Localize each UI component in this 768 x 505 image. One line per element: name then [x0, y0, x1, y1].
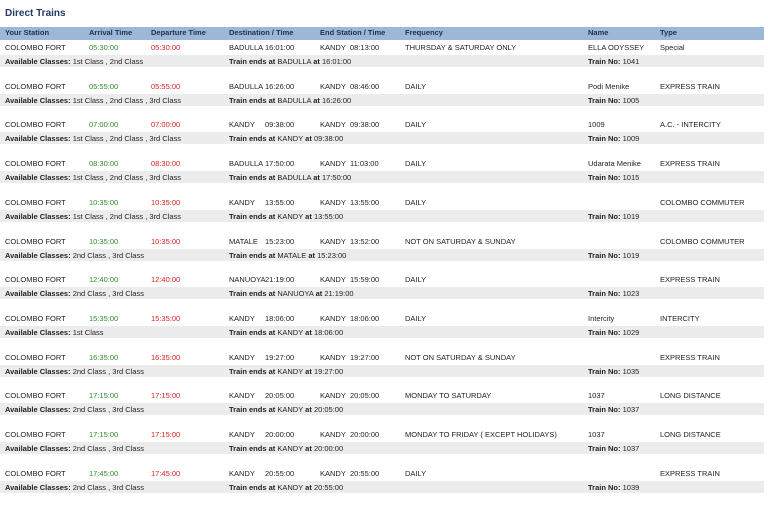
destination-cell: NANUOYA [229, 275, 266, 285]
train-type: LONG DISTANCE [660, 430, 721, 439]
train-row [0, 273, 764, 299]
train-number [588, 483, 639, 492]
train-row [0, 157, 764, 183]
destination-cell: KANDY [229, 391, 255, 401]
end-station-cell: KANDY [320, 430, 346, 439]
train-detail-line [0, 94, 764, 106]
header-end-station: End Station / Time [320, 28, 386, 37]
train-number [588, 328, 639, 337]
train-main-line [0, 428, 764, 440]
train-no-label: Train No: [588, 57, 621, 66]
destination-cell: BADULLA [229, 43, 264, 52]
train-ends-label: Train ends at [229, 482, 276, 492]
train-type: EXPRESS TRAIN [660, 275, 720, 285]
available-classes-label: Available Classes: [5, 482, 71, 492]
train-detail-line [0, 132, 764, 144]
train-ends-at-label: at [313, 95, 320, 105]
train-ends-time: 20:05:00 [313, 405, 344, 415]
arrival-time: 07:00:00 [89, 120, 119, 130]
train-ends-station: KANDY [277, 211, 304, 221]
classes-value: 2nd Class , 3rd Class [72, 250, 144, 260]
classes-value: 1st Class , 2nd Class , 3rd Class [72, 95, 182, 105]
train-ends-at-label: at [305, 482, 312, 492]
arrival-time: 17:15:00 [89, 391, 119, 401]
train-main-line [0, 157, 764, 169]
frequency-cell: NOT ON SATURDAY & SUNDAY [405, 236, 516, 246]
destination-time: 13:55:00 [265, 197, 295, 207]
train-name: 1009 [588, 120, 605, 130]
train-name: Podi Menike [588, 81, 630, 91]
available-classes-label: Available Classes: [5, 211, 71, 221]
arrival-time: 16:35:00 [89, 352, 119, 362]
available-classes [5, 57, 143, 66]
arrival-time: 05:30:00 [89, 43, 119, 52]
train-ends-time: 16:26:00 [322, 95, 352, 105]
train-name: 1037 [588, 430, 605, 439]
train-no-label: Train No: [588, 327, 621, 337]
departure-time: 10:35:00 [151, 197, 181, 207]
end-station-cell: KANDY [320, 43, 346, 52]
station-cell: COLOMBO FORT [5, 391, 66, 401]
destination-time: 19:27:00 [265, 352, 295, 362]
destination-cell: KANDY [229, 468, 255, 478]
station-cell: COLOMBO FORT [5, 43, 66, 52]
header-name: Name [588, 28, 609, 37]
destination-cell: KANDY [229, 430, 255, 439]
departure-time: 17:15:00 [151, 430, 181, 439]
train-row [0, 196, 764, 222]
departure-time: 05:30:00 [151, 43, 181, 52]
arrival-time: 10:35:00 [89, 197, 119, 207]
train-ends [229, 367, 343, 376]
train-number [588, 57, 639, 66]
train-ends-time: 13:55:00 [313, 211, 344, 221]
train-ends-at-label: at [313, 57, 320, 66]
train-detail-line [0, 481, 764, 493]
header-frequency: Frequency [405, 28, 443, 37]
available-classes-label: Available Classes: [5, 327, 71, 337]
frequency-cell: DAILY [405, 313, 427, 323]
train-no-value: 1039 [622, 482, 640, 492]
classes-value: 2nd Class , 3rd Class [72, 444, 144, 453]
train-ends [229, 444, 343, 453]
classes-value: 2nd Class , 3rd Class [72, 289, 144, 299]
train-no-label: Train No: [588, 134, 621, 144]
header-destination: Destination / Time [229, 28, 294, 37]
departure-time: 05:55:00 [151, 81, 181, 91]
end-station-time: 13:55:00 [350, 197, 380, 207]
train-no-label: Train No: [588, 250, 621, 260]
train-ends-at-label: at [315, 289, 323, 299]
end-station-time: 18:06:00 [350, 313, 380, 323]
train-row [0, 467, 764, 493]
classes-value: 1st Class , 2nd Class , 3rd Class [72, 134, 182, 144]
train-type: INTERCITY [660, 313, 700, 323]
station-cell: COLOMBO FORT [5, 352, 66, 362]
train-no-value: 1005 [622, 95, 640, 105]
train-row [0, 389, 764, 415]
end-station-time: 20:00:00 [350, 430, 380, 439]
train-ends-time: 20:55:00 [313, 482, 344, 492]
destination-cell: BADULLA [229, 81, 264, 91]
train-ends-at-label: at [313, 173, 320, 183]
frequency-cell: DAILY [405, 275, 427, 285]
end-station-cell: KANDY [320, 352, 346, 362]
train-number [588, 289, 639, 298]
train-ends-label: Train ends at [229, 57, 276, 66]
departure-time: 15:35:00 [151, 313, 181, 323]
train-no-value: 1019 [622, 250, 640, 260]
header-type: Type [660, 28, 677, 37]
available-classes-label: Available Classes: [5, 366, 71, 376]
train-detail-line [0, 210, 764, 222]
available-classes [5, 483, 144, 492]
train-type: Special [660, 43, 685, 52]
train-ends-station: NANUOYA [277, 289, 314, 299]
train-detail-line [0, 249, 764, 261]
train-number [588, 134, 639, 143]
available-classes [5, 328, 104, 337]
departure-time: 07:00:00 [151, 120, 181, 130]
train-detail-line [0, 287, 764, 299]
train-main-line [0, 41, 764, 53]
train-no-value: 1023 [622, 289, 640, 299]
destination-time: 15:23:00 [265, 236, 295, 246]
train-no-label: Train No: [588, 95, 621, 105]
train-main-line [0, 389, 764, 401]
train-ends-station: KANDY [277, 405, 304, 415]
train-ends-time: 16:01:00 [322, 57, 352, 66]
train-main-line [0, 273, 764, 285]
departure-time: 10:35:00 [151, 236, 181, 246]
destination-time: 20:55:00 [265, 468, 295, 478]
train-detail-line [0, 365, 764, 377]
train-no-label: Train No: [588, 289, 621, 299]
train-row [0, 312, 764, 338]
frequency-cell: MONDAY TO FRIDAY ( EXCEPT HOLIDAYS) [405, 430, 557, 439]
departure-time: 12:40:00 [151, 275, 181, 285]
destination-time: 17:50:00 [265, 159, 295, 169]
train-no-label: Train No: [588, 482, 621, 492]
station-cell: COLOMBO FORT [5, 430, 66, 439]
arrival-time: 08:30:00 [89, 159, 119, 169]
frequency-cell: DAILY [405, 468, 427, 478]
classes-value: 1st Class [72, 327, 104, 337]
available-classes [5, 212, 181, 221]
train-ends-station: KANDY [277, 134, 304, 144]
arrival-time: 05:55:00 [89, 81, 119, 91]
page-title: Direct Trains [5, 8, 66, 19]
destination-time: 20:00:00 [265, 430, 295, 439]
destination-time: 16:01:00 [265, 43, 295, 52]
end-station-cell: KANDY [320, 120, 346, 130]
station-cell: COLOMBO FORT [5, 159, 66, 169]
end-station-cell: KANDY [320, 159, 346, 169]
end-station-cell: KANDY [320, 236, 346, 246]
train-ends-label: Train ends at [229, 211, 276, 221]
train-ends-label: Train ends at [229, 173, 276, 183]
train-ends-station: KANDY [277, 444, 304, 453]
train-type: EXPRESS TRAIN [660, 468, 720, 478]
train-no-value: 1029 [622, 327, 640, 337]
departure-time: 17:15:00 [151, 391, 181, 401]
classes-value: 2nd Class , 3rd Class [72, 482, 144, 492]
train-ends-at-label: at [308, 250, 316, 260]
train-main-line [0, 235, 764, 247]
train-ends-label: Train ends at [229, 366, 276, 376]
available-classes [5, 405, 144, 414]
train-main-line [0, 351, 764, 363]
arrival-time: 15:35:00 [89, 313, 119, 323]
train-ends [229, 173, 351, 182]
available-classes-label: Available Classes: [5, 289, 71, 299]
train-number [588, 251, 639, 260]
classes-value: 1st Class , 2nd Class , 3rd Class [72, 211, 182, 221]
train-ends-station: KANDY [277, 327, 304, 337]
available-classes-label: Available Classes: [5, 95, 71, 105]
train-row [0, 80, 764, 106]
classes-value: 2nd Class , 3rd Class [72, 366, 144, 376]
train-ends-station: BADULLA [277, 57, 312, 66]
destination-time: 16:26:00 [265, 81, 295, 91]
available-classes [5, 289, 144, 298]
train-ends-label: Train ends at [229, 405, 276, 415]
train-detail-line [0, 326, 764, 338]
train-ends-label: Train ends at [229, 95, 276, 105]
available-classes-label: Available Classes: [5, 173, 71, 183]
train-main-line [0, 467, 764, 479]
end-station-cell: KANDY [320, 468, 346, 478]
train-no-label: Train No: [588, 211, 621, 221]
train-ends-station: BADULLA [277, 173, 312, 183]
train-detail-line [0, 403, 764, 415]
train-ends-at-label: at [305, 327, 312, 337]
station-cell: COLOMBO FORT [5, 275, 66, 285]
train-detail-line [0, 55, 764, 67]
train-no-label: Train No: [588, 444, 621, 453]
station-cell: COLOMBO FORT [5, 120, 66, 130]
train-ends-time: 21:19:00 [324, 289, 354, 299]
train-ends [229, 251, 346, 260]
train-ends-time: 20:00:00 [313, 444, 344, 453]
end-station-time: 09:38:00 [350, 120, 380, 130]
train-ends-station: BADULLA [277, 95, 312, 105]
train-type: EXPRESS TRAIN [660, 159, 720, 169]
train-number [588, 405, 639, 414]
available-classes-label: Available Classes: [5, 134, 71, 144]
train-ends-label: Train ends at [229, 250, 276, 260]
arrival-time: 12:40:00 [89, 275, 119, 285]
available-classes-label: Available Classes: [5, 444, 71, 453]
station-cell: COLOMBO FORT [5, 81, 66, 91]
train-type: EXPRESS TRAIN [660, 352, 720, 362]
train-type: A.C. - INTERCITY [660, 120, 721, 130]
station-cell: COLOMBO FORT [5, 197, 66, 207]
train-ends [229, 212, 343, 221]
train-type: LONG DISTANCE [660, 391, 721, 401]
end-station-cell: KANDY [320, 391, 346, 401]
train-ends-time: 19:27:00 [313, 366, 344, 376]
departure-time: 08:30:00 [151, 159, 181, 169]
frequency-cell: MONDAY TO SATURDAY [405, 391, 492, 401]
frequency-cell: DAILY [405, 120, 427, 130]
destination-cell: KANDY [229, 120, 255, 130]
available-classes [5, 444, 144, 453]
end-station-cell: KANDY [320, 313, 346, 323]
train-type: COLOMBO COMMUTER [660, 236, 745, 246]
train-no-label: Train No: [588, 173, 621, 183]
train-ends [229, 405, 343, 414]
train-no-label: Train No: [588, 366, 621, 376]
end-station-time: 11:03:00 [350, 159, 379, 169]
destination-cell: KANDY [229, 197, 255, 207]
train-ends [229, 328, 343, 337]
train-ends-time: 17:50:00 [322, 173, 352, 183]
arrival-time: 10:35:00 [89, 236, 119, 246]
end-station-time: 08:13:00 [350, 43, 380, 52]
end-station-time: 20:05:00 [350, 391, 380, 401]
train-main-line [0, 312, 764, 324]
end-station-cell: KANDY [320, 275, 346, 285]
train-row [0, 41, 764, 67]
available-classes [5, 96, 181, 105]
train-ends-at-label: at [305, 366, 312, 376]
train-ends-label: Train ends at [229, 444, 276, 453]
available-classes [5, 251, 144, 260]
end-station-time: 13:52:00 [350, 236, 380, 246]
train-name: Intercity [588, 313, 615, 323]
destination-time: 09:38:00 [265, 120, 295, 130]
train-ends-label: Train ends at [229, 289, 276, 299]
station-cell: COLOMBO FORT [5, 313, 66, 323]
station-cell: COLOMBO FORT [5, 236, 66, 246]
destination-time: 21:19:00 [265, 275, 295, 285]
destination-time: 20:05:00 [265, 391, 295, 401]
end-station-cell: KANDY [320, 197, 346, 207]
departure-time: 16:35:00 [151, 352, 181, 362]
available-classes [5, 134, 181, 143]
departure-time: 17:45:00 [151, 468, 181, 478]
train-ends [229, 134, 343, 143]
classes-value: 1st Class , 2nd Class , 3rd Class [72, 173, 182, 183]
train-type: EXPRESS TRAIN [660, 81, 720, 91]
frequency-cell: DAILY [405, 81, 427, 91]
train-ends-at-label: at [305, 405, 312, 415]
train-ends-station: MATALE [277, 250, 307, 260]
train-no-value: 1009 [622, 134, 640, 144]
train-row [0, 235, 764, 261]
frequency-cell: DAILY [405, 159, 427, 169]
train-name: 1037 [588, 391, 605, 401]
end-station-time: 20:55:00 [350, 468, 380, 478]
train-type: COLOMBO COMMUTER [660, 197, 745, 207]
train-row [0, 351, 764, 377]
train-number [588, 444, 639, 453]
train-ends-station: KANDY [277, 366, 304, 376]
train-number [588, 96, 639, 105]
available-classes-label: Available Classes: [5, 57, 71, 66]
train-row [0, 428, 764, 454]
train-ends-label: Train ends at [229, 327, 276, 337]
train-ends-time: 18:06:00 [313, 327, 344, 337]
available-classes-label: Available Classes: [5, 405, 71, 415]
train-ends-at-label: at [305, 134, 312, 144]
train-main-line [0, 118, 764, 130]
train-name: Udarata Menike [588, 159, 641, 169]
train-ends [229, 96, 351, 105]
classes-value: 2nd Class , 3rd Class [72, 405, 144, 415]
train-ends [229, 289, 354, 298]
table-header [0, 27, 764, 40]
station-cell: COLOMBO FORT [5, 468, 66, 478]
train-no-label: Train No: [588, 405, 621, 415]
available-classes [5, 367, 144, 376]
destination-cell: KANDY [229, 352, 255, 362]
destination-time: 18:06:00 [265, 313, 295, 323]
train-row [0, 118, 764, 144]
train-ends-at-label: at [305, 444, 312, 453]
header-station: Your Station [5, 28, 50, 37]
train-ends-label: Train ends at [229, 134, 276, 144]
train-number [588, 212, 639, 221]
end-station-time: 15:59:00 [350, 275, 380, 285]
train-main-line [0, 196, 764, 208]
end-station-time: 19:27:00 [350, 352, 380, 362]
destination-cell: BADULLA [229, 159, 264, 169]
end-station-time: 08:46:00 [350, 81, 380, 91]
train-number [588, 367, 639, 376]
train-ends-time: 15:23:00 [317, 250, 347, 260]
arrival-time: 17:45:00 [89, 468, 119, 478]
frequency-cell: THURSDAY & SATURDAY ONLY [405, 43, 517, 52]
header-departure: Departure Time [151, 28, 206, 37]
train-no-value: 1035 [622, 366, 640, 376]
end-station-cell: KANDY [320, 81, 346, 91]
train-number [588, 173, 639, 182]
train-no-value: 1041 [622, 57, 640, 66]
available-classes-label: Available Classes: [5, 250, 71, 260]
train-ends-time: 09:38:00 [313, 134, 344, 144]
train-ends [229, 483, 343, 492]
train-no-value: 1015 [622, 173, 640, 183]
train-ends-at-label: at [305, 211, 312, 221]
train-name: ELLA ODYSSEY [588, 43, 645, 52]
destination-cell: MATALE [229, 236, 258, 246]
train-main-line [0, 80, 764, 92]
arrival-time: 17:15:00 [89, 430, 119, 439]
train-detail-line [0, 171, 764, 183]
train-no-value: 1019 [622, 211, 640, 221]
train-detail-line [0, 442, 764, 454]
header-arrival: Arrival Time [89, 28, 133, 37]
train-ends [229, 57, 351, 66]
train-no-value: 1037 [622, 405, 640, 415]
available-classes [5, 173, 181, 182]
classes-value: 1st Class , 2nd Class [72, 57, 144, 66]
train-no-value: 1037 [622, 444, 640, 453]
destination-cell: KANDY [229, 313, 255, 323]
train-ends-station: KANDY [277, 482, 304, 492]
frequency-cell: NOT ON SATURDAY & SUNDAY [405, 352, 516, 362]
frequency-cell: DAILY [405, 197, 427, 207]
